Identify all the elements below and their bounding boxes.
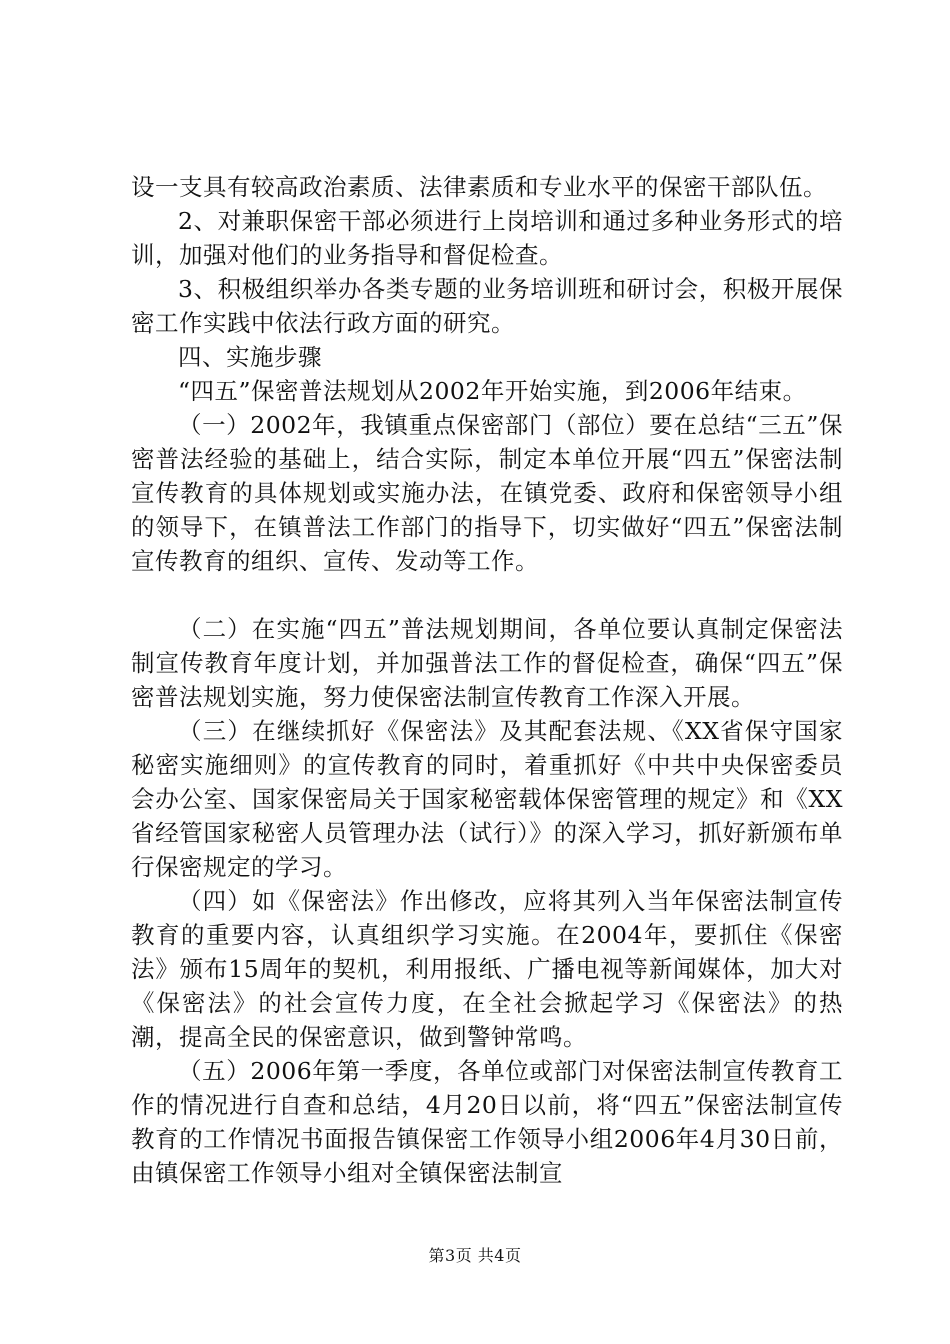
paragraph-step-5: （五）2006年第一季度，各单位或部门对保密法制宣传教育工作的情况进行自查和总结，4月20日以前，将“四五”保密法制宣传教育的工作情况书面报告镇保密工作领导小组2006年4月30日前，由镇保密工作领导小组对全镇保密法制宣 <box>131 1057 843 1187</box>
paragraph-gap <box>131 578 843 612</box>
paragraph-item-2: 2、对兼职保密干部必须进行上岗培训和通过多种业务形式的培训，加强对他们的业务指导和督促检查。 <box>131 207 843 269</box>
paragraph-step-1: （一）2002年，我镇重点保密部门（部位）要在总结“三五”保密普法经验的基础上，结合实际，制定本单位开展“四五”保密法制宣传教育的具体规划或实施办法，在镇党委、政府和保密领导小组的领导下，在镇普法工作部门的指导下，切实做好“四五”保密法制宣传教育的组织、宣传、发动等工作。 <box>131 411 843 575</box>
paragraph-step-4: （四）如《保密法》作出修改，应将其列入当年保密法制宣传教育的重要内容，认真组织学习实施。在2004年，要抓住《保密法》颁布15周年的契机，利用报纸、广播电视等新闻媒体，加大对《保密法》的社会宣传力度，在全社会掀起学习《保密法》的热潮，提高全民的保密意识，做到警钟常鸣。 <box>131 887 843 1051</box>
paragraph-plan-period: “四五”保密普法规划从2002年开始实施，到2006年结束。 <box>178 377 807 405</box>
document-body <box>131 170 843 1190</box>
section-heading: 四、实施步骤 <box>178 343 322 371</box>
paragraph-item-3: 3、积极组织举办各类专题的业务培训班和研讨会，积极开展保密工作实践中依法行政方面的研究。 <box>131 275 843 337</box>
paragraph-step-3: （三）在继续抓好《保密法》及其配套法规、《XX省保守国家秘密实施细则》的宣传教育的同时，着重抓好《中共中央保密委员会办公室、国家保密局关于国家秘密载体保密管理的规定》和《XX省经管国家秘密人员管理办法（试行）》的深入学习，抓好新颁布单行保密规定的学习。 <box>131 717 843 881</box>
page-number-footer: 第3页 共4页 <box>428 1246 522 1265</box>
paragraph-step-2: （二）在实施“四五”普法规划期间，各单位要认真制定保密法制宣传教育年度计划，并加强普法工作的督促检查，确保“四五”保密普法规划实施，努力使保密法制宣传教育工作深入开展。 <box>131 615 843 711</box>
paragraph-continuation: 设一支具有较高政治素质、法律素质和专业水平的保密干部队伍。 <box>131 173 827 201</box>
